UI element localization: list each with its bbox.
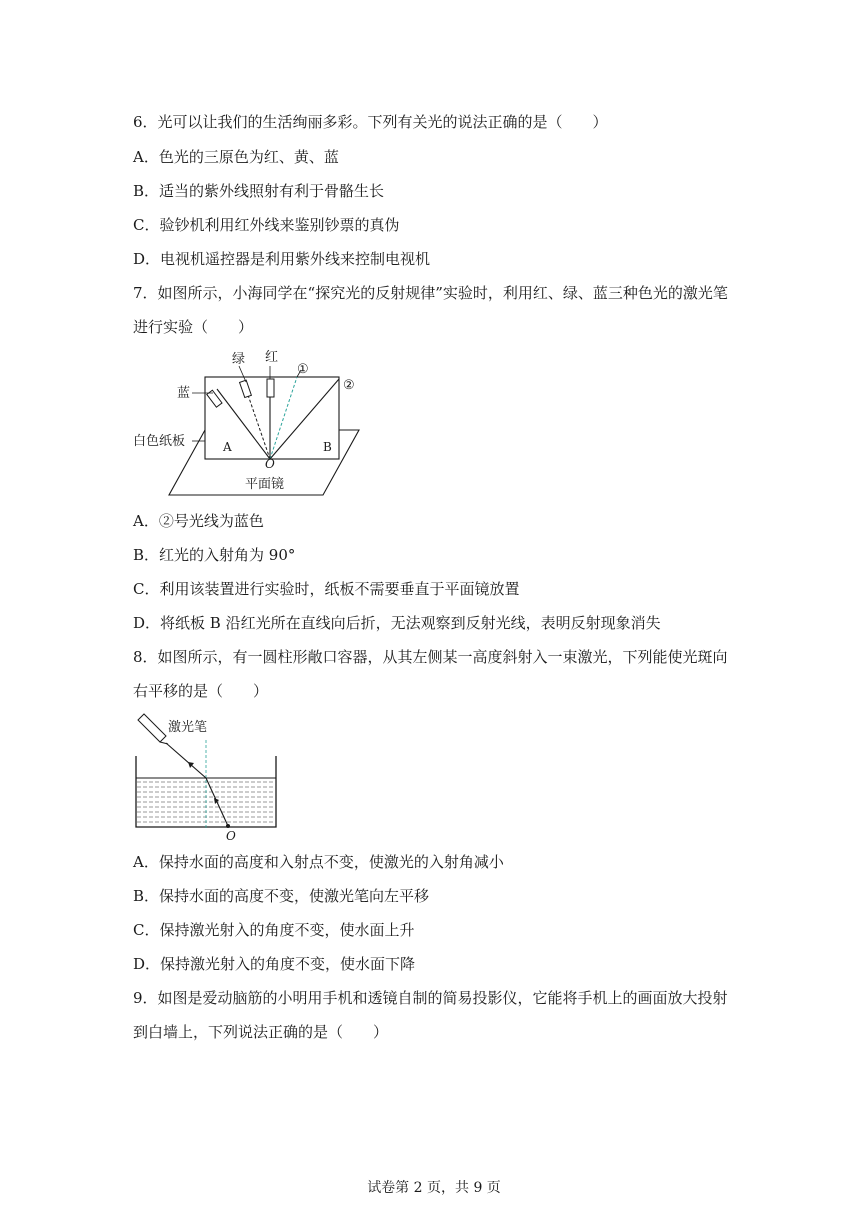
- label-ray-1: ①: [297, 362, 309, 377]
- q8-option-a: A．保持水面的高度和入射点不变，使激光的入射角减小: [133, 853, 504, 871]
- q8-option-c: C．保持激光射入的角度不变，使水面上升: [133, 921, 415, 939]
- label-ray-2: ②: [343, 378, 355, 393]
- q7-option-b: B．红光的入射角为 90°: [133, 546, 296, 564]
- label-o: O: [265, 457, 275, 471]
- q9-stem-line1: 9．如图是爱动脑筋的小明用手机和透镜自制的简易投影仪，它能将手机上的画面放大投射: [133, 989, 728, 1007]
- label-o-point: O: [226, 829, 236, 843]
- incident-ray: [166, 743, 206, 778]
- q6-option-a: A．色光的三原色为红、黄、蓝: [133, 148, 339, 166]
- label-green: 绿: [232, 352, 246, 367]
- q6-option-b: B．适当的紫外线照射有利于骨骼生长: [133, 182, 385, 200]
- q7-stem-line2: 进行实验（ ）: [133, 318, 254, 336]
- q7-option-d: D．将纸板 B 沿红光所在直线向后折，无法观察到反射光线，表明反射现象消失: [133, 614, 661, 632]
- label-red: 红: [265, 350, 279, 365]
- label-a: A: [223, 440, 232, 454]
- q6-option-c: C．验钞机利用红外线来鉴别钞票的真伪: [133, 216, 400, 234]
- q8-option-d: D．保持激光射入的角度不变，使水面下降: [133, 955, 416, 973]
- q6-option-d: D．电视机遥控器是利用紫外线来控制电视机: [133, 250, 431, 268]
- red-laser-pen: [267, 379, 274, 397]
- label-plane-mirror: 平面镜: [245, 477, 285, 492]
- q7-stem-line1: 7．如图所示，小海同学在“探究光的反射规律”实验时，利用红、绿、蓝三种色光的激光笔: [133, 284, 728, 302]
- page-footer: 试卷第 2 页，共 9 页: [367, 1180, 501, 1196]
- laser-pen: [138, 714, 166, 742]
- q7-option-c: C．利用该装置进行实验时，纸板不需要垂直于平面镜放置: [133, 580, 520, 598]
- label-b: B: [323, 440, 332, 454]
- q8-option-b: B．保持水面的高度不变，使激光笔向左平移: [133, 887, 430, 905]
- label-white-board: 白色纸板: [133, 434, 186, 449]
- label-blue: 蓝: [177, 386, 191, 401]
- q8-stem-line2: 右平移的是（ ）: [133, 682, 269, 700]
- q8-stem-line1: 8．如图所示，有一圆柱形敞口容器，从其左侧某一高度斜射入一束激光，下列能使光斑向: [133, 648, 728, 666]
- q7-reflection-figure: [125, 345, 370, 500]
- q6-stem: 6．光可以让我们的生活绚丽多彩。下列有关光的说法正确的是（ ）: [133, 113, 608, 131]
- q8-container-figure: [128, 710, 288, 845]
- label-laser-pen: 激光笔: [168, 720, 208, 735]
- q9-stem-line2: 到白墙上，下列说法正确的是（ ）: [133, 1023, 389, 1041]
- q7-option-a: A．②号光线为蓝色: [133, 512, 264, 530]
